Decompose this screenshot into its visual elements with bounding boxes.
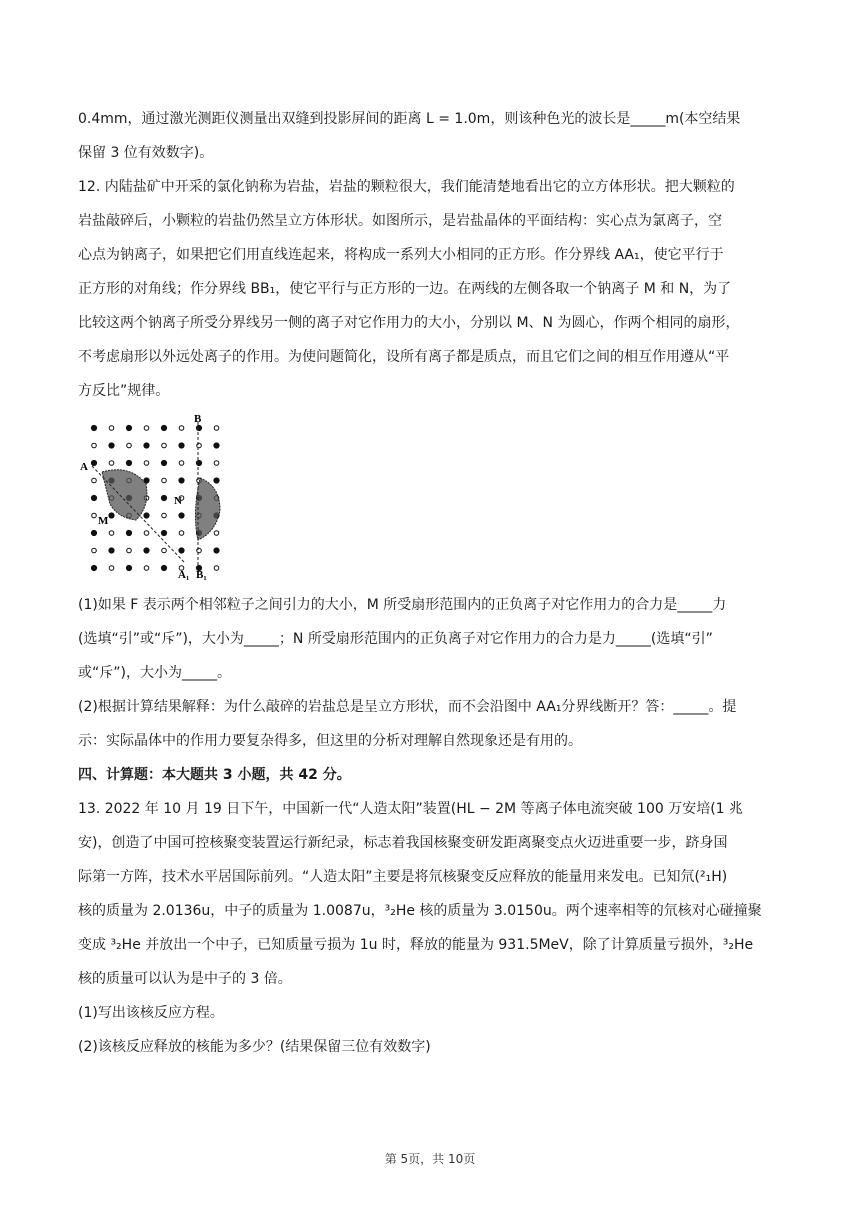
sodium-ion bbox=[92, 513, 97, 518]
q12-line-7: 方反比”规律。 bbox=[78, 383, 170, 399]
sodium-ion bbox=[214, 566, 219, 571]
chloride-ion bbox=[214, 548, 219, 553]
sodium-ion bbox=[92, 443, 97, 448]
q12-line-6: 不考虑扇形以外远处离子的作用。为使问题简化，设所有离子都是质点，而且它们之间的相互作用遵从“平 bbox=[78, 349, 730, 365]
q12-sub1-line-1: (1)如果 F 表示两个相邻粒子之间引力的大小，M 所受扇形范围内的正负离子对它作用力的合力是_____力 bbox=[78, 597, 727, 613]
chloride-ion bbox=[144, 513, 149, 518]
sodium-ion bbox=[179, 531, 184, 536]
chloride-ion bbox=[126, 425, 131, 430]
sodium-ion bbox=[92, 478, 97, 483]
label-b: B bbox=[194, 414, 202, 425]
question-13 bbox=[78, 792, 784, 1064]
chloride-ion bbox=[109, 443, 114, 448]
q13-sub1: (1)写出该核反应方程。 bbox=[78, 1005, 224, 1021]
chloride-ion bbox=[91, 530, 96, 535]
label-b1: B₁ bbox=[196, 569, 207, 581]
sodium-ion bbox=[214, 461, 219, 466]
chloride-ion bbox=[144, 548, 149, 553]
chloride-ion bbox=[179, 478, 184, 483]
sector-m bbox=[102, 470, 147, 520]
sodium-ion bbox=[144, 566, 149, 571]
question-12 bbox=[78, 170, 784, 408]
chloride-ion bbox=[179, 513, 184, 518]
sodium-ion bbox=[127, 548, 132, 553]
q12-line-5: 比较这两个钠离子所受分界线另一侧的离子对它作用力的大小，分别以 M、N 为圆心，作两个相同的扇形， bbox=[78, 315, 740, 331]
chloride-ion bbox=[91, 565, 96, 570]
chloride-ion bbox=[214, 443, 219, 448]
chloride-ion bbox=[179, 443, 184, 448]
chloride-ion bbox=[109, 513, 114, 518]
chloride-ion bbox=[109, 548, 114, 553]
sodium-ion bbox=[197, 548, 202, 553]
q12-sub1-line-2: (选填“引”或“斥”)，大小为_____；N 所受扇形范围内的正负离子对它作用力的合力是力_____(选填“引” bbox=[78, 631, 713, 647]
label-a: A bbox=[80, 461, 88, 473]
sodium-ion bbox=[197, 443, 202, 448]
q12-line-3: 心点为钠离子，如果把它们用直线连起来，将构成一系列大小相同的正方形。作分界线 AA₁，使它平行于 bbox=[78, 247, 724, 263]
label-m: M bbox=[98, 515, 109, 527]
chloride-ion bbox=[91, 460, 96, 465]
q12-line-1: 12. 内陆盐矿中开采的氯化钠称为岩盐，岩盐的颗粒很大，我们能清楚地看出它的立方体形状。把大颗粒的 bbox=[78, 179, 735, 195]
lattice-svg bbox=[78, 414, 238, 582]
chloride-ion bbox=[126, 565, 131, 570]
sodium-ion bbox=[162, 443, 167, 448]
sodium-ion bbox=[92, 548, 97, 553]
chloride-ion bbox=[126, 460, 131, 465]
label-n: N bbox=[174, 495, 182, 507]
chloride-ion bbox=[196, 460, 201, 465]
chloride-ion bbox=[126, 530, 131, 535]
sodium-ion bbox=[162, 513, 167, 518]
sodium-ion bbox=[214, 426, 219, 431]
sodium-ion bbox=[109, 531, 114, 536]
sodium-ion bbox=[144, 461, 149, 466]
chloride-ion bbox=[196, 425, 201, 430]
q13-line-1: 13. 2022 年 10 月 19 日下午，中国新一代“人造太阳”装置(HL − 2M 等离子体电流突破 100 万安培(1 兆 bbox=[78, 801, 744, 817]
chloride-ion bbox=[161, 495, 166, 500]
sodium-ion bbox=[109, 461, 114, 466]
chloride-ion bbox=[144, 443, 149, 448]
q13-line-6: 核的质量可以认为是中子的 3 倍。 bbox=[78, 971, 292, 987]
page-footer: 第 5页，共 10页 bbox=[384, 1152, 476, 1166]
chloride-ion bbox=[91, 425, 96, 430]
sodium-ion bbox=[144, 531, 149, 536]
sodium-ion bbox=[162, 548, 167, 553]
q13-line-4: 核的质量为 2.0136u，中子的质量为 1.0087u，³₂He 核的质量为 3.0150u。两个速率相等的氘核对心碰撞聚 bbox=[78, 903, 762, 919]
q13-line-3: 际第一方阵，技术水平居国际前列。“人造太阳”主要是将氘核聚变反应释放的能量用来发电。已知氘(²₁H) bbox=[78, 869, 728, 885]
rock-salt-lattice-figure bbox=[78, 414, 238, 582]
q12-sub1-line-3: 或“斥”)，大小为_____。 bbox=[78, 665, 231, 681]
sodium-ion bbox=[127, 443, 132, 448]
q12-line-4: 正方形的对角线；作分界线 BB₁，使它平行与正方形的一边。在两线的左侧各取一个钠离子 M 和 N，为了 bbox=[78, 281, 732, 297]
q13-line-5: 变成 ³₂He 并放出一个中子，已知质量亏损为 1u 时，释放的能量为 931.5MeV，除了计算质量亏损外，³₂He bbox=[78, 937, 754, 953]
chloride-ion bbox=[179, 548, 184, 553]
label-a1: A₁ bbox=[178, 569, 190, 581]
chloride-ion bbox=[161, 425, 166, 430]
q12-sub2 bbox=[78, 690, 784, 758]
q13-sub2: (2)该核反应释放的核能为多少？(结果保留三位有效数字) bbox=[78, 1039, 431, 1055]
q11-line-2: 保留 3 位有效数字)。 bbox=[78, 145, 214, 161]
sodium-ion bbox=[214, 531, 219, 536]
sodium-ion bbox=[179, 426, 184, 431]
chloride-ion bbox=[161, 565, 166, 570]
sodium-ion bbox=[144, 426, 149, 431]
q11-tail bbox=[78, 102, 784, 170]
sodium-ion bbox=[109, 566, 114, 571]
q12-sub1 bbox=[78, 588, 784, 690]
chloride-ion bbox=[161, 530, 166, 535]
q11-line-1: 0.4mm，通过激光测距仪测量出双缝到投影屏间的距离 L = 1.0m，则该种色光的波长是_____m(本空结果 bbox=[78, 111, 741, 127]
section-4-heading-text: 四、计算题：本大题共 3 小题，共 42 分。 bbox=[78, 767, 351, 783]
q12-line-2: 岩盐敲碎后，小颗粒的岩盐仍然呈立方体形状。如图所示，是岩盐晶体的平面结构：实心点为氯离子，空 bbox=[78, 213, 722, 229]
section-4-heading bbox=[78, 758, 784, 792]
chloride-ion bbox=[91, 495, 96, 500]
q12-sub2-line-1: (2)根据计算结果解释：为什么敲碎的岩盐总是呈立方形状，而不会沿图中 AA₁分界线断开？答：_____。提 bbox=[78, 699, 737, 715]
sodium-ion bbox=[109, 426, 114, 431]
chloride-ion bbox=[161, 460, 166, 465]
chloride-ion bbox=[214, 478, 219, 483]
sodium-ion bbox=[162, 478, 167, 483]
q12-sub2-line-2: 示：实际晶体中的作用力要复杂得多，但这里的分析对理解自然现象还是有用的。 bbox=[78, 733, 582, 749]
q13-line-2: 安)，创造了中国可控核聚变装置运行新纪录，标志着我国核聚变研发距离聚变点火迈进重要一步，跻身国 bbox=[78, 835, 728, 851]
sodium-ion bbox=[179, 461, 184, 466]
